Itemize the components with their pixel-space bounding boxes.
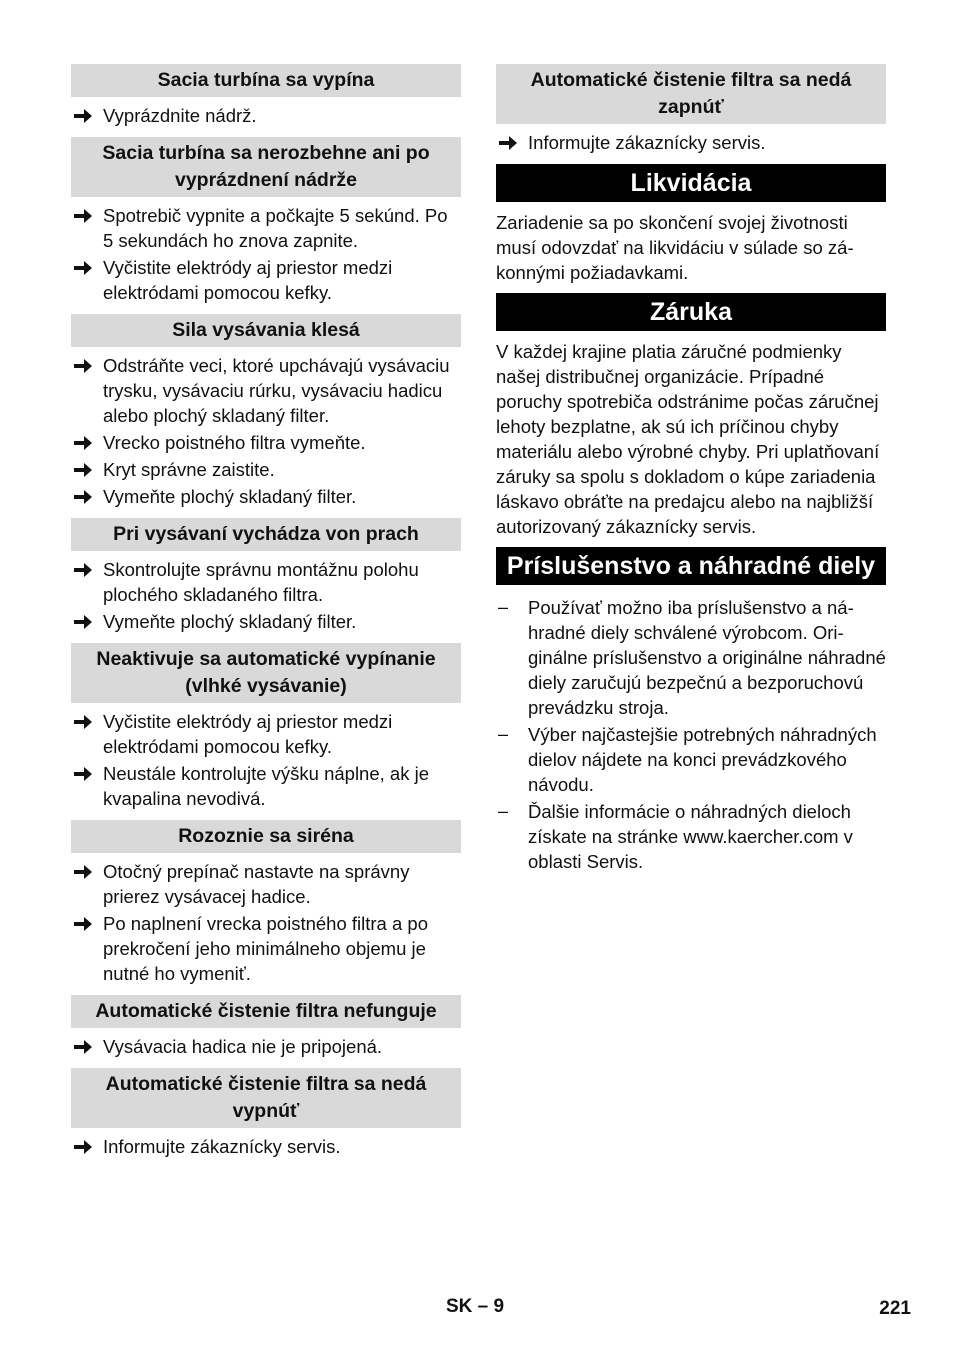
list-item: Vrecko poistného filtra vymeňte. xyxy=(71,430,461,455)
section xyxy=(71,995,461,1059)
step-list xyxy=(71,353,461,509)
section-heading: Automatické čistenie filtra sa nedá zapnúť xyxy=(496,64,886,124)
arrow-right-icon xyxy=(73,255,97,276)
list-item: Vyčistite elektródy aj priestor medzi elektródami pomocou kefky. xyxy=(71,709,461,759)
arrow-right-icon xyxy=(73,103,97,124)
step-list xyxy=(71,1034,461,1059)
dash-list xyxy=(496,595,886,874)
arrow-right-icon xyxy=(73,609,97,630)
section-heading: Pri vysávaní vychádza von prach xyxy=(71,518,461,551)
list-item: Spotrebič vypnite a počkajte 5 sekúnd. Po 5 sekundách ho znova zapnite. xyxy=(71,203,461,253)
list-item: – Výber najčastejšie potrebných náhradných dielov nájdete na konci prevádzkového návodu. xyxy=(498,724,877,795)
arrow-right-icon xyxy=(73,557,97,578)
arrow-right-icon xyxy=(73,484,97,505)
arrow-right-icon xyxy=(73,911,97,932)
dash-bullet: – xyxy=(498,724,509,744)
section xyxy=(71,518,461,634)
step-list xyxy=(71,203,461,305)
section-heading: Automatické čistenie filtra sa nedá vypnúť xyxy=(71,1068,461,1128)
list-item: Informujte zákaznícky servis. xyxy=(496,130,886,155)
disposal-heading: Likvidácia xyxy=(496,164,886,202)
list-item: – Ďalšie informácie o náhradných dieloch získate na stránke www.kaercher.com v oblasti Servis. xyxy=(498,801,853,872)
arrow-right-icon xyxy=(73,203,97,224)
section-heading: Rozoznie sa siréna xyxy=(71,820,461,853)
step-list xyxy=(71,103,461,128)
warranty-text: V každej krajine platia záručné podmienky našej distribučnej organizácie. Prípadné poruchy spotrebiča odstránime počas záručnej lehoty bezplatne, ak sú ich príčinou chyby materiálu alebo výrobné chyby. Pri uplatňovaní záruky sa spolu s dokladom o kúpe zariadenia láskavo obráťte na predajcu alebo na najbližší autorizovaný zákaznícky servis. xyxy=(496,341,880,537)
list-item: Po naplnení vrecka poistného filtra a po prekročení jeho minimálneho objemu je nutné ho vymeniť. xyxy=(71,911,461,986)
list-item: Vymeňte plochý skladaný filter. xyxy=(71,609,461,634)
list-item: Vyčistite elektródy aj priestor medzi elektródami pomocou kefky. xyxy=(71,255,461,305)
list-item: Vymeňte plochý skladaný filter. xyxy=(71,484,461,509)
arrow-right-icon xyxy=(73,1134,97,1155)
step-list xyxy=(71,557,461,634)
list-item: Otočný prepínač nastavte na správny prierez vysávacej hadice. xyxy=(71,859,461,909)
arrow-right-icon xyxy=(73,1034,97,1055)
step-list xyxy=(71,709,461,811)
section-heading: Neaktivuje sa automatické vypínanie (vlhké vysávanie) xyxy=(71,643,461,703)
right-column xyxy=(496,64,886,883)
accessories-heading: Príslušenstvo a náhradné diely xyxy=(496,547,886,585)
arrow-right-icon xyxy=(73,430,97,451)
step-list xyxy=(71,1134,461,1159)
list-item: Kryt správne zaistite. xyxy=(71,457,461,482)
arrow-right-icon xyxy=(73,457,97,478)
section xyxy=(71,64,461,128)
disposal-text: Zariadenie sa po skončení svojej životnosti musí odovzdať na likvidáciu v súlade so zákonnými požiadavkami. xyxy=(496,212,854,283)
section-heading: Sacia turbína sa vypína xyxy=(71,64,461,97)
section xyxy=(71,314,461,509)
page-number: 221 xyxy=(879,1298,911,1319)
list-item: – Používať možno iba príslušenstvo a náhradné diely schválené výrobcom. Originálne príslušenstvo a originálne náhradné diely zaručujú bezpečnú a bezporuchovú prevádzku stroja. xyxy=(498,597,886,718)
arrow-right-icon xyxy=(73,761,97,782)
disposal-section xyxy=(496,164,886,285)
section xyxy=(496,64,886,155)
arrow-right-icon xyxy=(73,709,97,730)
section-heading: Sila vysávania klesá xyxy=(71,314,461,347)
footer-section-label: SK – 9 xyxy=(446,1296,505,1317)
section xyxy=(71,1068,461,1159)
step-list xyxy=(496,130,886,155)
section-heading: Sacia turbína sa nerozbehne ani po vyprázdnení nádrže xyxy=(71,137,461,197)
list-item: Informujte zákaznícky servis. xyxy=(71,1134,461,1159)
section xyxy=(71,137,461,305)
list-item: Vyprázdnite nádrž. xyxy=(71,103,461,128)
warranty-section xyxy=(496,293,886,539)
list-item: Vysávacia hadica nie je pripojená. xyxy=(71,1034,461,1059)
dash-bullet: – xyxy=(498,597,509,617)
section xyxy=(71,820,461,986)
section xyxy=(71,643,461,811)
list-item: Skontrolujte správnu montážnu polohu plochého skladaného filtra. xyxy=(71,557,461,607)
arrow-right-icon xyxy=(73,859,97,880)
arrow-right-icon xyxy=(73,353,97,374)
warranty-heading: Záruka xyxy=(496,293,886,331)
step-list xyxy=(71,859,461,986)
dash-bullet: – xyxy=(498,801,509,821)
list-item: Neustále kontrolujte výšku náplne, ak je kvapalina nevodivá. xyxy=(71,761,461,811)
arrow-right-icon xyxy=(498,130,522,151)
accessories-section xyxy=(496,547,886,874)
left-column xyxy=(71,64,461,1168)
section-heading: Automatické čistenie filtra nefunguje xyxy=(71,995,461,1028)
list-item: Odstráňte veci, ktoré upchávajú vysávaciu trysku, vysávaciu rúrku, vysávaciu hadicu alebo plochý skladaný filter. xyxy=(71,353,461,428)
